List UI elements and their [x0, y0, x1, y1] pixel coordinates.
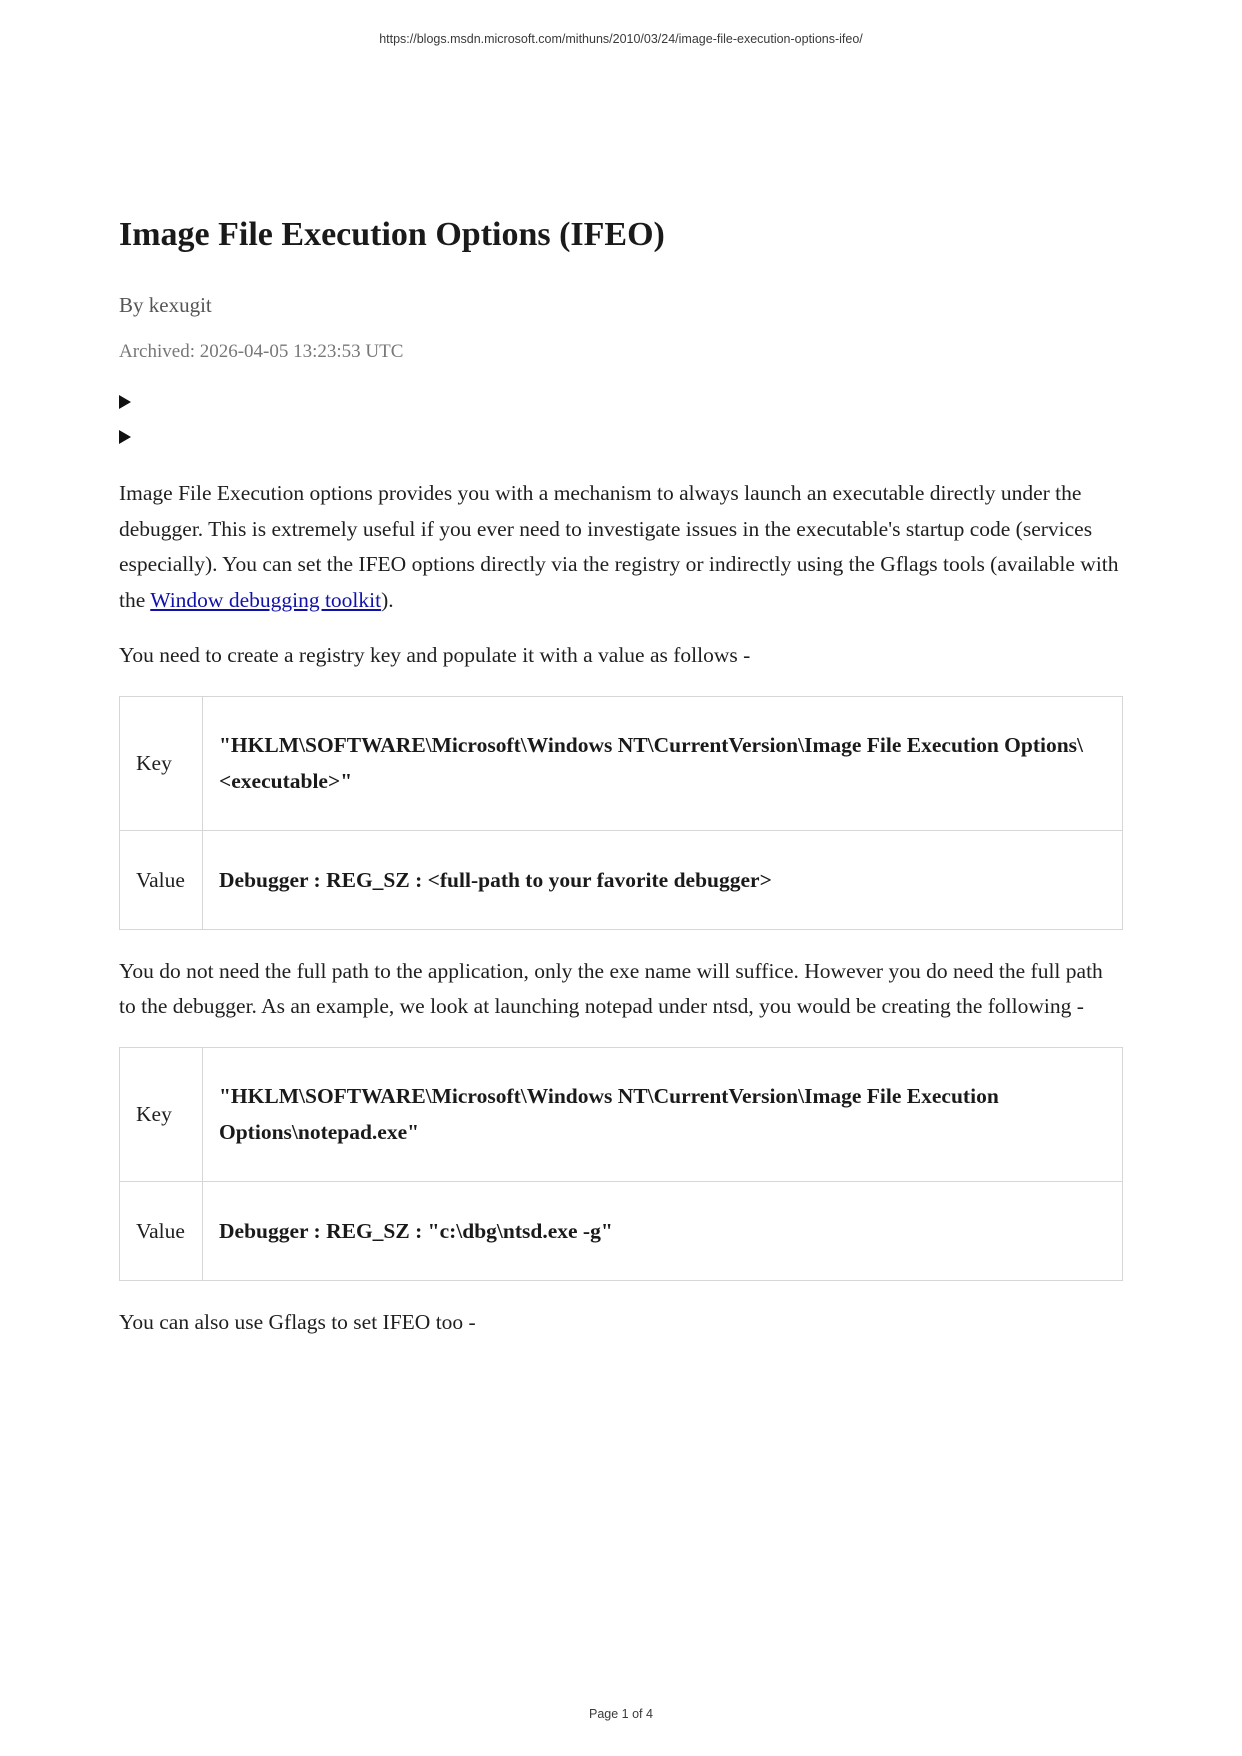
value-value: Debugger : REG_SZ : "c:\dbg\ntsd.exe -g" — [203, 1181, 1123, 1280]
disclosure-group — [119, 384, 1123, 454]
key-value: "HKLM\SOFTWARE\Microsoft\Windows NT\CurrentVersion\Image File Execution Options\<executable>" — [203, 696, 1123, 830]
disclosure-triangle-icon[interactable] — [119, 430, 131, 444]
article — [119, 210, 1123, 1340]
disclosure-triangle-icon[interactable] — [119, 395, 131, 409]
key-label: Key — [120, 696, 203, 830]
table-row — [120, 1047, 1123, 1181]
full-path-paragraph: You do not need the full path to the application, only the exe name will suffice. However you do need the full path to the debugger. As an example, we look at launching notepad under ntsd, you would be creating the following - — [119, 958, 1103, 1018]
create-key-paragraph: You need to create a registry key and populate it with a value as follows - — [119, 643, 751, 667]
intro-paragraph — [119, 476, 1123, 618]
registry-table-notepad — [119, 1047, 1123, 1281]
window-debugging-toolkit-link[interactable]: Window debugging toolkit — [150, 587, 382, 612]
disclosure-toggle-1[interactable] — [119, 384, 1123, 419]
archived-timestamp: Archived: 2026-04-05 13:23:53 UTC — [119, 341, 404, 362]
gflags-paragraph: You can also use Gflags to set IFEO too - — [119, 1309, 476, 1334]
page-number: Page 1 of 4 — [589, 1707, 653, 1721]
article-title: Image File Execution Options (IFEO) — [119, 216, 665, 253]
page-url-header: https://blogs.msdn.microsoft.com/mithuns/2010/03/24/image-file-execution-options-ifeo/ — [379, 32, 863, 46]
key-label: Key — [120, 1047, 203, 1181]
value-value: Debugger : REG_SZ : <full-path to your favorite debugger> — [203, 830, 1123, 929]
registry-table-generic — [119, 696, 1123, 930]
key-value: "HKLM\SOFTWARE\Microsoft\Windows NT\CurrentVersion\Image File Execution Options\notepad.exe" — [203, 1047, 1123, 1181]
article-byline: By kexugit — [119, 293, 212, 317]
intro-text: Image File Execution options provides you with a mechanism to always launch an executable directly under the debugger. This is extremely useful if you ever need to investigate issues in the executable's startup code (services especially). You can set the IFEO options directly via the registry or indirectly using the Gflags tools (available with the — [119, 481, 1119, 612]
intro-text-end: ). — [381, 587, 394, 612]
value-label: Value — [120, 1181, 203, 1280]
disclosure-toggle-2[interactable] — [119, 419, 1123, 454]
value-label: Value — [120, 830, 203, 929]
table-row — [120, 1181, 1123, 1280]
table-row — [120, 830, 1123, 929]
table-row — [120, 696, 1123, 830]
